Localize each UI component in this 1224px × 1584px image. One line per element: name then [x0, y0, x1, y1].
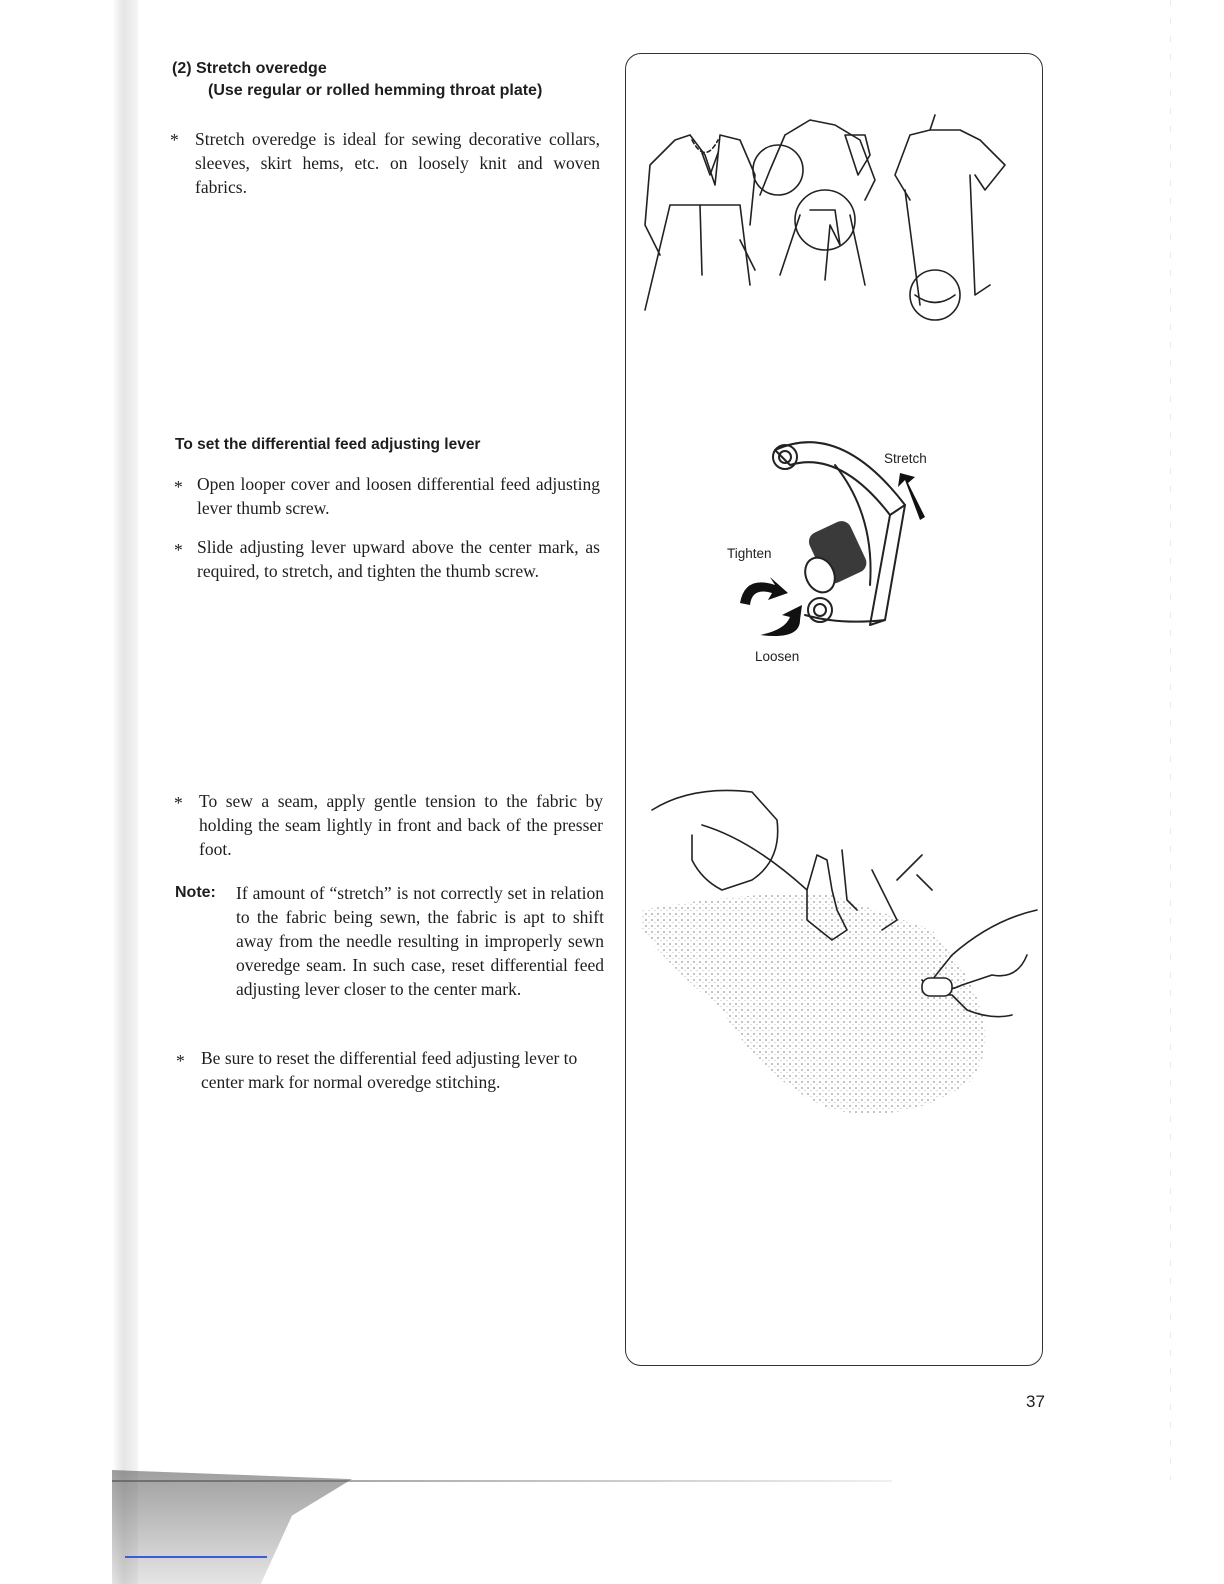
- lever-step-1: Open looper cover and loosen differential feed adjusting lever thumb screw.: [197, 474, 600, 518]
- scan-shadow-corner: [112, 1470, 352, 1584]
- lever-section-heading: To set the differential feed adjusting lever: [175, 436, 481, 453]
- final-tip-paragraph: Be sure to reset the differential feed adjusting lever to center mark for normal overedge stitching.: [201, 1048, 578, 1092]
- section-heading: (2) Stretch overedge: [172, 60, 327, 77]
- loosen-arrow-icon: [760, 605, 802, 636]
- note-label: Note:: [175, 884, 216, 901]
- scan-shadow-edge: [112, 0, 138, 1584]
- section-subheading: (Use regular or rolled hemming throat plate): [208, 82, 543, 99]
- bullet-marker: *: [174, 540, 183, 560]
- note-paragraph: If amount of “stretch” is not correctly set in relation to the fabric being sewn, the fabric is apt to shift away from the needle resulting in improperly sewn overedge seam. In such case, reset differential feed adjusting lever closer to the center mark.: [236, 883, 604, 999]
- tighten-label: Tighten: [727, 546, 772, 561]
- bullet-marker: *: [174, 793, 183, 813]
- seam-tip-paragraph: To sew a seam, apply gentle tension to the fabric by holding the seam lightly in front and back of the presser foot.: [199, 791, 603, 859]
- bullet-marker: *: [174, 477, 183, 497]
- bullet-marker: *: [176, 1051, 185, 1071]
- lever-step-2: Slide adjusting lever upward above the center mark, as required, to stretch, and tighten the thumb screw.: [197, 537, 600, 581]
- stretch-label: Stretch: [884, 451, 927, 466]
- loosen-label: Loosen: [755, 649, 800, 664]
- bullet-marker: *: [170, 130, 179, 150]
- tighten-arrow-icon: [740, 577, 788, 605]
- sewing-hands-illustration: [632, 780, 1042, 1125]
- scan-blue-mark: [125, 1556, 267, 1558]
- scan-speckle: [1170, 0, 1171, 1480]
- stretch-arrow-icon: [898, 473, 925, 520]
- intro-paragraph: Stretch overedge is ideal for sewing decorative collars, sleeves, skirt hems, etc. on loosely knit and woven fabrics.: [195, 129, 600, 197]
- garment-illustrations: [630, 95, 1030, 335]
- page-number: 37: [1026, 1392, 1045, 1411]
